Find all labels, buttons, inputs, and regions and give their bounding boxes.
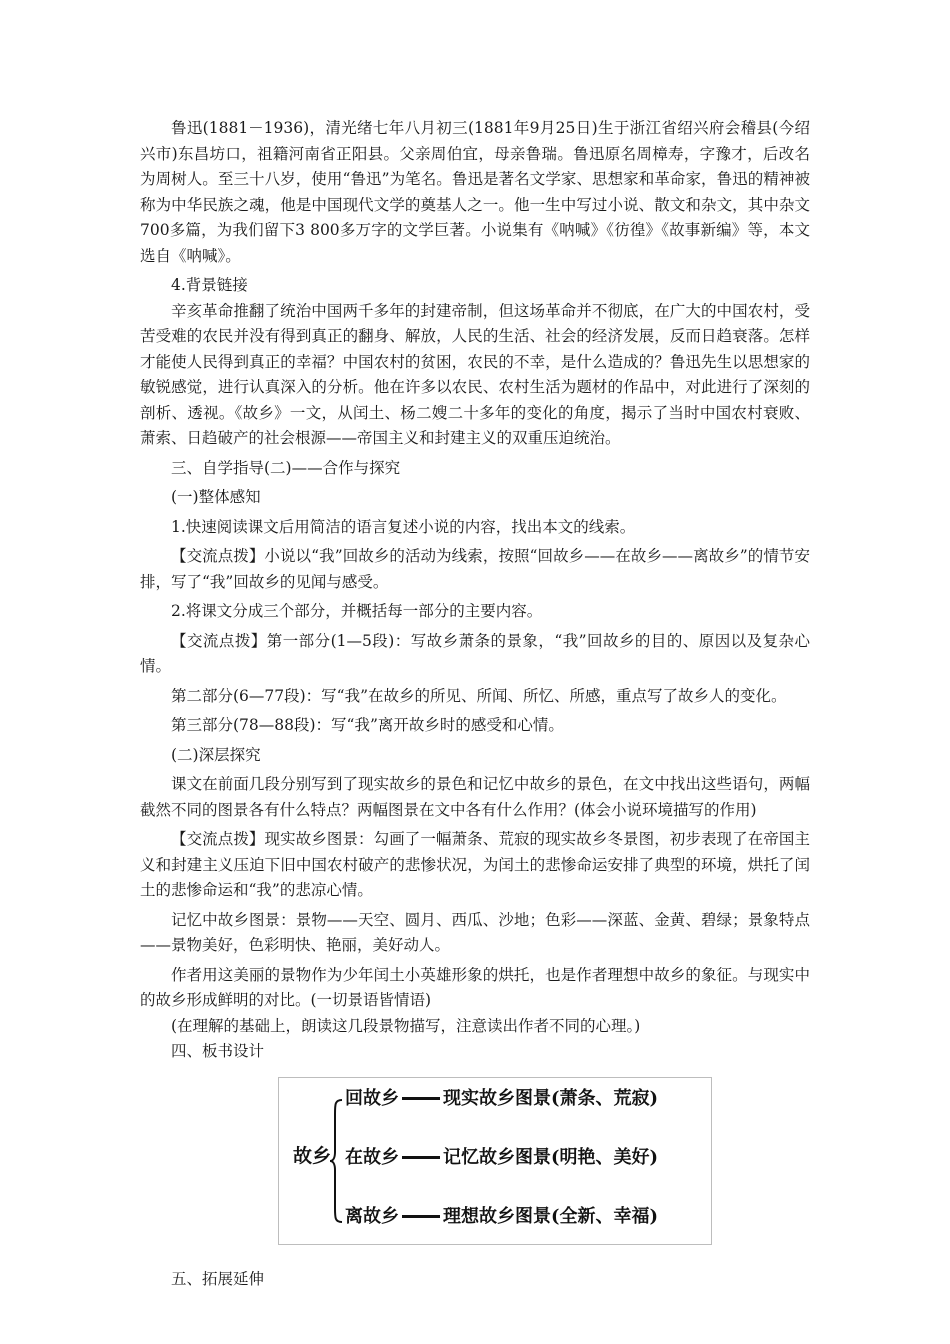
- board-row-right: 现实故乡图景(萧条、荒寂): [443, 1087, 659, 1109]
- heading-board-design: 四、板书设计: [171, 1042, 265, 1060]
- board-row-right: 记忆故乡图景(明艳、美好): [443, 1146, 659, 1168]
- board-design-diagram: [278, 1077, 712, 1245]
- reading-note: (在理解的基础上，朗读这几段景物描写，注意读出作者不同的心理。): [171, 1016, 641, 1035]
- paragraph-author-bio: 鲁迅(1881－1936)，清光绪七年八月初三(1881年9月25日)生于浙江省绍兴府会稽县(今绍兴市)东昌坊口，祖籍河南省正阳县。父亲周伯宜，母亲鲁瑞。鲁迅原名周樟寿，字豫才，后改名为周树人。至三十八岁，使用“鲁迅”为笔名。鲁迅是著名文学家、思想家和革命家，鲁迅的精神被称为中华民族之魂，他是中国现代文学的奠基人之一。他一生中写过小说、散文和杂文，其中杂文700多篇，为我们留下3 800多万字的文学巨著。小说集有《呐喊》《彷徨》《故事新编》等，本文选自《呐喊》。: [140, 119, 810, 265]
- paragraph-background: 辛亥革命推翻了统治中国两千多年的封建帝制，但这场革命并不彻底，在广大的中国农村，受苦受难的农民并没有得到真正的翻身、解放，人民的生活、社会的经济发展，反而日趋衰落。怎样才能使人民得到真正的幸福？中国农村的贫困，农民的不幸，是什么造成的？鲁迅先生以思想家的敏锐感觉，进行认真深入的分析。他在许多以农民、农村生活为题材的作品中，对此进行了深刻的剖析、透视。《故乡》一文，从闰土、杨二嫂二十多年的变化的角度，揭示了当时中国农村衰败、萧索、日趋破产的社会根源——帝国主义和封建主义的双重压迫统治。: [140, 301, 810, 447]
- board-row-left: 在故乡: [345, 1146, 399, 1168]
- answer-2-part-2: 第二部分(6—77段)：写“我”在故乡的所见、所闻、所忆、所感，重点写了故乡人的变化。: [171, 686, 787, 705]
- dash-connector: [402, 1215, 440, 1218]
- left-brace-icon: [329, 1078, 343, 1244]
- board-row-right: 理想故乡图景(全新、幸福): [443, 1205, 659, 1227]
- question-1: 1.快速阅读课文后用简洁的语言复述小说的内容，找出本文的线索。: [171, 517, 636, 536]
- document-page: [140, 116, 810, 1292]
- board-row: [345, 1145, 658, 1171]
- board-row: [345, 1086, 658, 1112]
- answer-2-part-1: 【交流点拨】第一部分(1—5段)：写故乡萧条的景象，“我”回故乡的目的、原因以及复杂心情。: [140, 631, 810, 675]
- board-row-left: 离故乡: [345, 1205, 399, 1227]
- answer-3-memory: 记忆中故乡图景：景物——天空、圆月、西瓜、沙地；色彩——深蓝、金黄、碧绿；景象特点——景物美好，色彩明快、艳丽，美好动人。: [140, 910, 810, 954]
- answer-3-symbol: 作者用这美丽的景物作为少年闰土小英雄形象的烘托，也是作者理想中故乡的象征。与现实中的故乡形成鲜明的对比。(一切景语皆情语): [140, 965, 810, 1009]
- board-row-left: 回故乡: [345, 1087, 399, 1109]
- board-root-label: 故乡: [293, 1144, 332, 1167]
- dash-connector: [402, 1097, 440, 1100]
- answer-3-reality: 【交流点拨】现实故乡图景：勾画了一幅萧条、荒寂的现实故乡冬景图，初步表现了在帝国主义和封建主义压迫下旧中国农村破产的悲惨状况，为闰土的悲惨命运安排了典型的环境，烘托了闰土的悲惨命运和“我”的悲凉心情。: [140, 830, 810, 899]
- question-3: 课文在前面几段分别写到了现实故乡的景色和记忆中故乡的景色，在文中找出这些语句，两幅截然不同的图景各有什么特点？两幅图景在文中各有什么作用？(体会小说环境描写的作用): [140, 775, 810, 819]
- heading-self-study-2: 三、自学指导(二)——合作与探究: [171, 458, 401, 477]
- heading-background-link: 4.背景链接: [171, 276, 248, 294]
- heading-overall-perception: (一)整体感知: [171, 488, 261, 506]
- dash-connector: [402, 1156, 440, 1159]
- heading-deep-inquiry: (二)深层探究: [171, 745, 261, 764]
- question-2: 2.将课文分成三个部分，并概括每一部分的主要内容。: [171, 602, 543, 620]
- board-row: [345, 1204, 658, 1230]
- answer-2-part-3: 第三部分(78—88段)：写“我”离开故乡时的感受和心情。: [171, 716, 564, 734]
- heading-extension: 五、拓展延伸: [171, 1269, 265, 1288]
- answer-1: 【交流点拨】小说以“我”回故乡的活动为线索，按照“回故乡——在故乡——离故乡”的情节安排，写了“我”回故乡的见闻与感受。: [140, 547, 810, 591]
